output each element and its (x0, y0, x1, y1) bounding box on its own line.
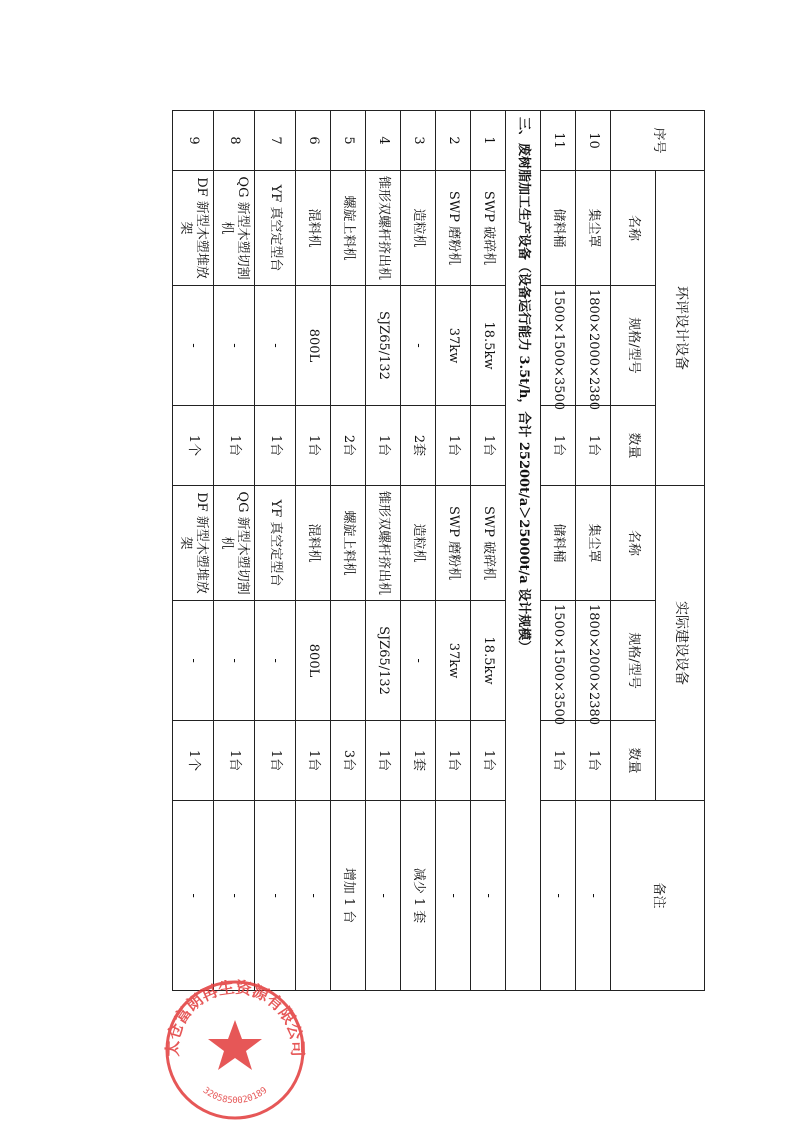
table-row (255, 111, 296, 991)
cell-actual-name: SWP 磨粉机 (436, 486, 471, 601)
cell-design-name: DF 新型木塑堆放架 (173, 171, 214, 286)
cell-design-name: 造粒机 (401, 171, 436, 286)
cell-design-name: 螺旋上料机 (331, 171, 366, 286)
table-row (331, 111, 366, 991)
cell-seq: 11 (541, 111, 576, 171)
cell-actual-qty: 1台 (576, 721, 611, 801)
cell-actual-name: DF 新型木塑堆放架 (173, 486, 214, 601)
cell-remark: - (214, 801, 255, 991)
company-seal (150, 975, 320, 1125)
cell-remark: - (296, 801, 331, 991)
header-design-group: 环评设计设备 (656, 171, 705, 486)
cell-seq: 3 (401, 111, 436, 171)
cell-actual-spec: - (255, 601, 296, 721)
table-row (436, 111, 471, 991)
cell-design-qty: 1台 (541, 406, 576, 486)
cell-design-qty: 1台 (366, 406, 401, 486)
cell-design-qty: 1台 (296, 406, 331, 486)
cell-design-spec: - (173, 286, 214, 406)
table-row (541, 111, 576, 991)
cell-seq: 9 (173, 111, 214, 171)
section-title: 三、废树脂加工生产设备（设备运行能力 3.5t/h，合计 25200t/a＞25000t/a 设计规模） (506, 111, 541, 991)
cell-seq: 5 (331, 111, 366, 171)
cell-actual-name: 造粒机 (401, 486, 436, 601)
cell-design-qty: 1台 (576, 406, 611, 486)
cell-design-spec: - (401, 286, 436, 406)
cell-seq: 7 (255, 111, 296, 171)
cell-actual-qty: 3台 (331, 721, 366, 801)
cell-remark: 减少 1 套 (401, 801, 436, 991)
cell-design-qty: 1台 (436, 406, 471, 486)
cell-seq: 2 (436, 111, 471, 171)
svg-text:3205850020189 (201, 1086, 270, 1107)
table-row (401, 111, 436, 991)
cell-actual-name: SWP 破碎机 (471, 486, 506, 601)
cell-actual-qty: 1台 (541, 721, 576, 801)
cell-design-name: 储料桶 (541, 171, 576, 286)
cell-actual-name: 储料桶 (541, 486, 576, 601)
table-row (471, 111, 506, 991)
seal-company-text: 太仓富朗再生资源有限公司 (162, 977, 308, 1057)
cell-actual-spec: 800L (296, 601, 331, 721)
cell-design-name: 集尘罩 (576, 171, 611, 286)
cell-remark: - (366, 801, 401, 991)
table-row (506, 111, 541, 991)
header-actual-group: 实际建设设备 (656, 486, 705, 801)
table-row (576, 111, 611, 991)
cell-remark: 增加 1 台 (331, 801, 366, 991)
cell-design-qty: 1个 (173, 406, 214, 486)
cell-actual-spec: 1800×2000×2380 (576, 601, 611, 721)
cell-actual-name: 锥形双螺杆挤出机 (366, 486, 401, 601)
header-remark: 备注 (611, 801, 705, 991)
cell-design-qty: 1台 (255, 406, 296, 486)
rotated-table-wrapper (165, 110, 705, 990)
cell-actual-qty: 1个 (173, 721, 214, 801)
cell-seq: 4 (366, 111, 401, 171)
cell-remark: - (541, 801, 576, 991)
table-row (366, 111, 401, 991)
cell-actual-qty: 1台 (255, 721, 296, 801)
cell-design-name: 混料机 (296, 171, 331, 286)
table-row (173, 111, 214, 991)
cell-design-spec: 1800×2000×2380 (576, 286, 611, 406)
cell-design-spec: 1500×1500×3500 (541, 286, 576, 406)
cell-actual-spec: SJZ65/132 (366, 601, 401, 721)
cell-actual-spec: 37kw (436, 601, 471, 721)
cell-actual-qty: 1台 (471, 721, 506, 801)
cell-design-qty: 1台 (471, 406, 506, 486)
seal-code-text: 3205850020189 (200, 1085, 270, 1107)
cell-actual-name: 集尘罩 (576, 486, 611, 601)
cell-actual-qty: 1台 (296, 721, 331, 801)
cell-design-spec: - (214, 286, 255, 406)
cell-actual-qty: 1台 (214, 721, 255, 801)
cell-seq: 1 (471, 111, 506, 171)
cell-seq: 8 (214, 111, 255, 171)
table-row (296, 111, 331, 991)
cell-actual-qty: 1台 (366, 721, 401, 801)
cell-design-name: SWP 磨粉机 (436, 171, 471, 286)
cell-remark: - (436, 801, 471, 991)
cell-remark: - (173, 801, 214, 991)
cell-actual-name: 螺旋上料机 (331, 486, 366, 601)
cell-design-qty: 2台 (331, 406, 366, 486)
header-actual-name: 名称 (611, 486, 656, 601)
header-actual-qty: 数量 (611, 721, 656, 801)
cell-seq: 6 (296, 111, 331, 171)
cell-design-name: QG 新型木塑切割机 (214, 171, 255, 286)
cell-remark: - (471, 801, 506, 991)
header-design-qty: 数量 (611, 406, 656, 486)
document-page (165, 110, 705, 990)
cell-actual-name: YF 真空定型台 (255, 486, 296, 601)
table-row (214, 111, 255, 991)
cell-design-spec: - (255, 286, 296, 406)
cell-design-spec (331, 286, 366, 406)
cell-design-spec: SJZ65/132 (366, 286, 401, 406)
cell-design-spec: 18.5kw (471, 286, 506, 406)
cell-design-spec: 37kw (436, 286, 471, 406)
cell-actual-spec: - (214, 601, 255, 721)
header-design-spec: 规格/型号 (611, 286, 656, 406)
cell-design-qty: 2套 (401, 406, 436, 486)
header-seq: 序号 (611, 111, 705, 171)
cell-design-name: YF 真空定型台 (255, 171, 296, 286)
cell-actual-name: QG 新型木塑切割机 (214, 486, 255, 601)
cell-seq: 10 (576, 111, 611, 171)
cell-design-name: SWP 破碎机 (471, 171, 506, 286)
cell-actual-spec: 1500×1500×3500 (541, 601, 576, 721)
cell-actual-name: 混料机 (296, 486, 331, 601)
cell-actual-spec: - (173, 601, 214, 721)
star-icon (208, 1020, 262, 1070)
cell-remark: - (255, 801, 296, 991)
cell-actual-spec: - (401, 601, 436, 721)
cell-actual-spec (331, 601, 366, 721)
cell-design-name: 锥形双螺杆挤出机 (366, 171, 401, 286)
cell-remark: - (576, 801, 611, 991)
cell-actual-spec: 18.5kw (471, 601, 506, 721)
cell-design-qty: 1台 (214, 406, 255, 486)
equipment-table (172, 110, 705, 991)
header-design-name: 名称 (611, 171, 656, 286)
cell-actual-qty: 1台 (436, 721, 471, 801)
cell-actual-qty: 1套 (401, 721, 436, 801)
header-actual-spec: 规格/型号 (611, 601, 656, 721)
cell-design-spec: 800L (296, 286, 331, 406)
